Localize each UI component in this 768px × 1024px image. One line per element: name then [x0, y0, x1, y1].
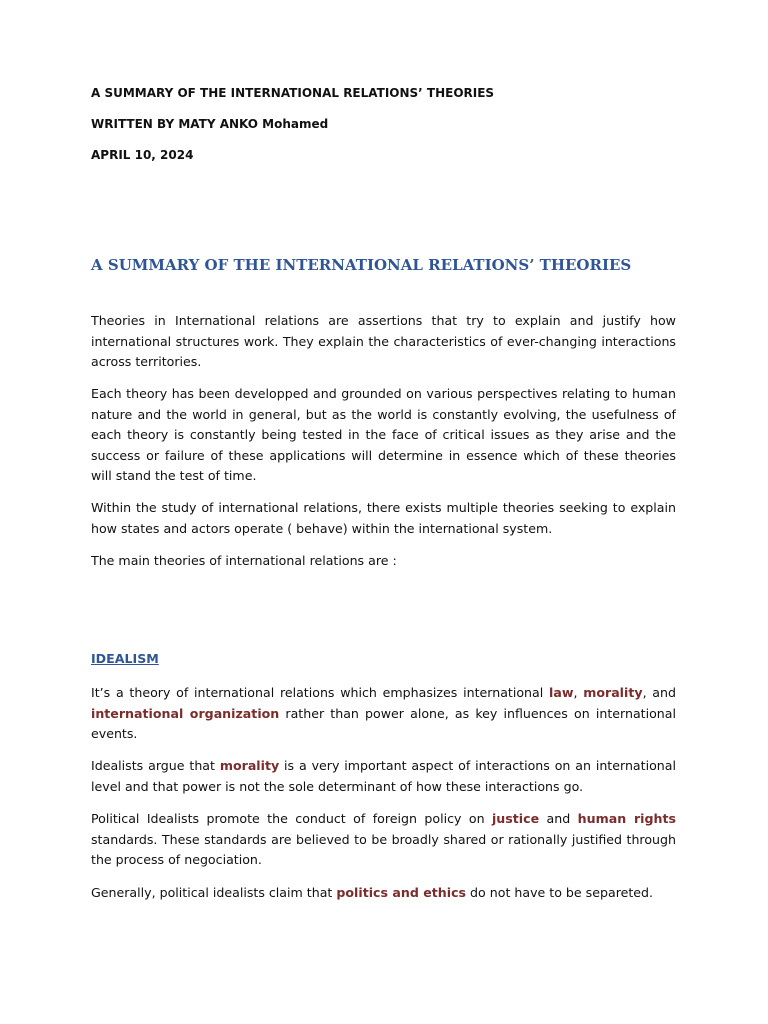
intro-paragraph-1: Theories in International relations are assertions that try to explain and justify how international structures work. They explain the characteristics of ever-changing interactions across territories.	[91, 313, 676, 370]
keyword-morality: morality	[583, 685, 643, 700]
text-span: do not have to be separeted.	[466, 885, 654, 900]
text-span: Idealists argue that	[91, 758, 220, 773]
keyword-law: law	[549, 685, 574, 700]
intro-paragraph-4: The main theories of international relations are :	[91, 553, 397, 568]
header-author-line: WRITTEN BY MATY ANKO Mohamed	[91, 117, 329, 131]
idealism-paragraph-1	[91, 683, 676, 745]
intro-paragraph-3: Within the study of international relations, there exists multiple theories seeking to explain how states and actors operate ( behave) within the international system.	[91, 500, 676, 536]
document-title: A SUMMARY OF THE INTERNATIONAL RELATIONS’ THEORIES	[91, 256, 632, 274]
header-date-line: APRIL 10, 2024	[91, 148, 194, 162]
keyword-international-organization: international organization	[91, 705, 280, 721]
section-heading-idealism: IDEALISM	[91, 651, 159, 666]
idealism-paragraph-4	[91, 883, 676, 904]
text-span: , and	[642, 685, 676, 700]
text-span: It’s a theory of international relations which emphasizes international	[91, 685, 549, 700]
idealism-paragraph-2	[91, 756, 676, 797]
keyword-human-rights: human rights	[577, 811, 676, 826]
text-span: standards. These standards are believed to be broadly shared or rationally justified through the process of negociation.	[91, 831, 676, 868]
text-span: rather than power alone, as key influences on international events.	[91, 705, 677, 742]
text-span: ,	[573, 685, 584, 700]
idealism-paragraph-3	[91, 809, 676, 871]
text-span: Political Idealists promote the conduct of foreign policy on	[91, 811, 492, 826]
keyword-politics-and-ethics: politics and ethics	[336, 885, 467, 900]
header-title-line: A SUMMARY OF THE INTERNATIONAL RELATIONS’ THEORIES	[91, 86, 495, 100]
keyword-justice: justice	[491, 811, 540, 826]
keyword-morality: morality	[219, 758, 280, 773]
text-span: Generally, political idealists claim that	[91, 885, 337, 900]
text-span: and	[539, 811, 578, 826]
intro-paragraph-2: Each theory has been developped and grounded on various perspectives relating to human nature and the world in general, but as the world is constantly evolving, the usefulness of each theory is constantly being tested in the face of critical issues as they arise and the success or failure of these applications will determine in essence which of these theories will stand the test of time.	[91, 386, 676, 484]
text-span: is a very important aspect of interactions on an international level and that power is not the sole determinant of how these interactions go.	[91, 758, 676, 794]
